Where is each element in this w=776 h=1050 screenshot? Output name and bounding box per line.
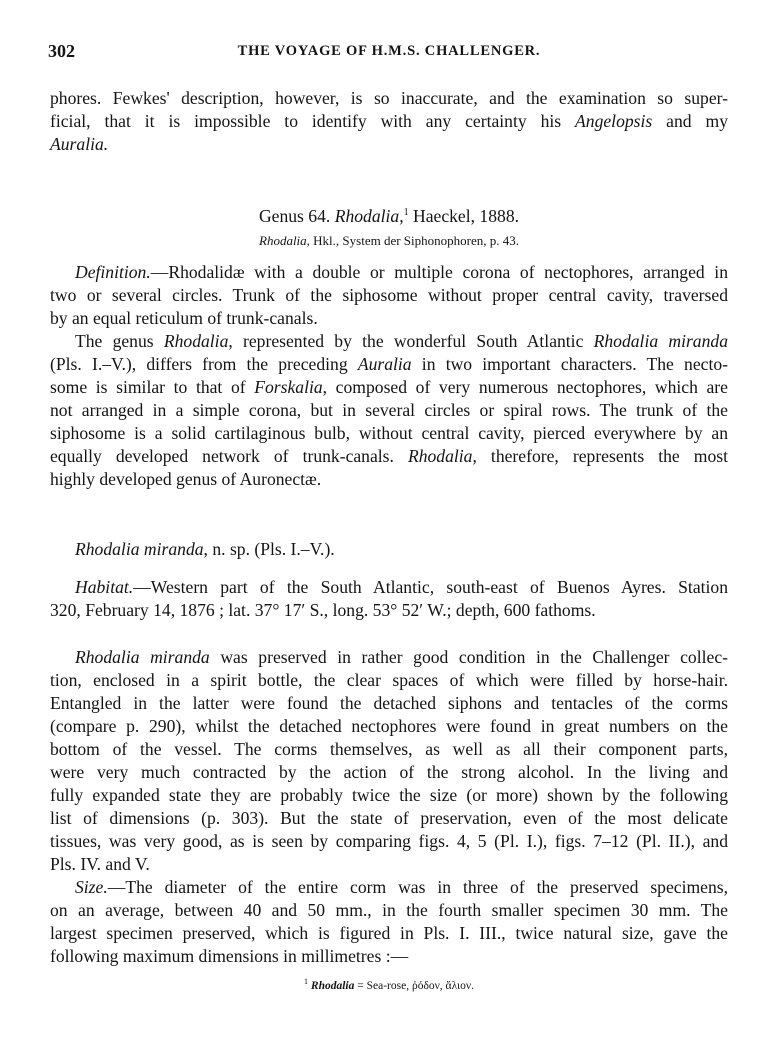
- genus-para-line-6: equally developed network of trunk-canals. Rhodalia, therefore, represents the most: [50, 446, 728, 466]
- footnote: $^1$ Rhodalia = Sea-rose, ῥόδον, ἅλιον.: [304, 977, 474, 992]
- size-line-4: following maximum dimensions in millimetres :—: [50, 946, 409, 966]
- intro-line-3: Auralia.: [50, 134, 109, 154]
- body-line-7: fully expanded state they are probably twice the size (or more) shown by the following: [50, 785, 728, 805]
- body-line-1: Rhodalia miranda was preserved in rather good condition in the Challenger collec-: [75, 647, 728, 667]
- body-line-3: Entangled in the latter were found the detached siphons and tentacles of the corms: [50, 693, 728, 713]
- definition-line-1: Definition.—Rhodalidæ with a double or multiple corona of nectophores, arranged in: [75, 262, 728, 282]
- genus-para-line-7: highly developed genus of Auronectæ.: [50, 469, 322, 489]
- size-line-1: Size.—The diameter of the entire corm was in three of the preserved specimens,: [75, 877, 728, 897]
- page-number: 302: [48, 41, 75, 61]
- genus-para-line-3: some is similar to that of Forskalia, composed of very numerous nectophores, which are: [50, 377, 728, 397]
- genus-para-line-4: not arranged in a simple corona, but in several circles or spiral rows. The trunk of the: [50, 400, 728, 420]
- habitat-line-2: 320, February 14, 1876 ; lat. 37° 17′ S., long. 53° 52′ W.; depth, 600 fathoms.: [50, 600, 596, 620]
- species-heading: Rhodalia miranda, n. sp. (Pls. I.–V.).: [75, 539, 335, 559]
- body-line-10: Pls. IV. and V.: [50, 854, 150, 874]
- definition-line-2: two or several circles. Trunk of the siphosome without proper central cavity, traversed: [50, 285, 728, 305]
- body-line-4: (compare p. 290), whilst the detached nectophores were found in great numbers on the: [50, 716, 728, 736]
- body-line-5: bottom of the vessel. The corms themselves, as well as all their component parts,: [50, 739, 728, 759]
- body-line-6: were very much contracted by the action of the strong alcohol. In the living and: [50, 762, 728, 782]
- body-line-9: tissues, was very good, as is seen by comparing figs. 4, 5 (Pl. I.), figs. 7–12 (Pl. II.), and: [50, 831, 728, 851]
- intro-line-1: phores. Fewkes' description, however, is so inaccurate, and the examination so super-: [50, 88, 728, 108]
- habitat-line-1: Habitat.—Western part of the South Atlantic, south-east of Buenos Ayres. Station: [75, 577, 728, 597]
- definition-line-3: by an equal reticulum of trunk-canals.: [50, 308, 318, 328]
- genus-reference: Rhodalia, Hkl., System der Siphonophoren, p. 43.: [259, 233, 519, 248]
- size-line-3: largest specimen preserved, which is figured in Pls. I. III., twice natural size, gave the: [50, 923, 728, 943]
- genus-para-line-2: (Pls. I.–V.), differs from the preceding Auralia in two important characters. The necto-: [50, 354, 729, 374]
- genus-heading: Genus 64. Rhodalia,$^1$ Haeckel, 1888.: [258, 205, 520, 226]
- genus-para-line-5: siphosome is a solid cartilaginous bulb, without central cavity, pierced everywhere by an: [50, 423, 728, 443]
- size-line-2: on an average, between 40 and 50 mm., in the fourth smaller specimen 30 mm. The: [50, 900, 728, 920]
- body-line-8: list of dimensions (p. 303). But the state of preservation, even of the most delicate: [50, 808, 728, 828]
- running-title: THE VOYAGE OF H.M.S. CHALLENGER.: [237, 43, 541, 59]
- genus-para-line-1: The genus Rhodalia, represented by the wonderful South Atlantic Rhodalia miranda: [75, 331, 728, 351]
- body-line-2: tion, enclosed in a spirit bottle, the clear spaces of which were filled by horse-hair.: [50, 670, 728, 690]
- intro-line-2: ficial, that it is impossible to identify with any certainty his Angelopsis and my: [50, 111, 728, 131]
